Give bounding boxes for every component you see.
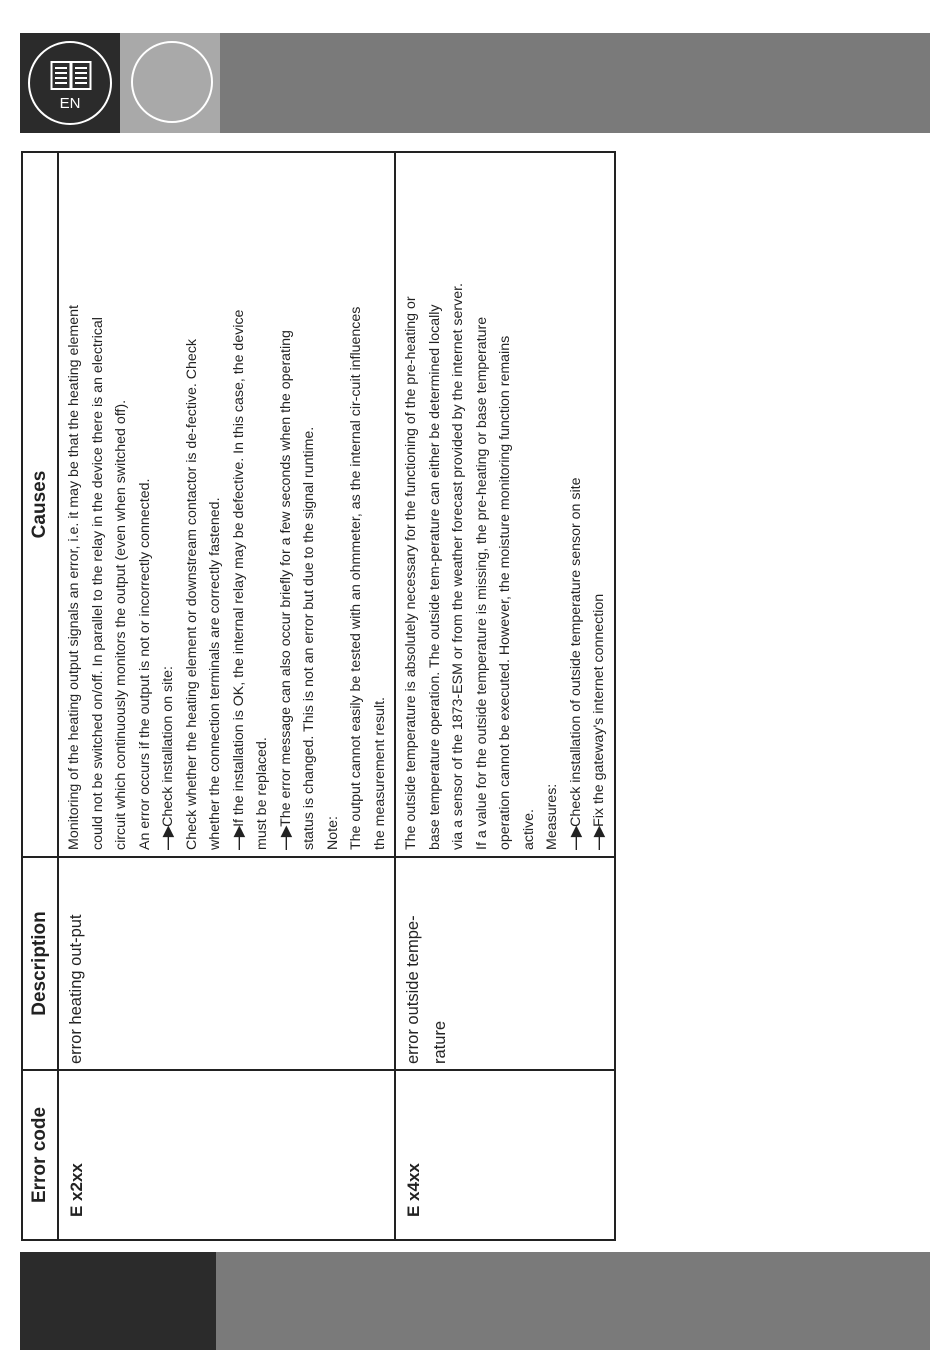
- causes-line: Check whether the heating element or downstream contactor is de-fective. Check: [183, 338, 200, 850]
- book-icon: [50, 59, 92, 93]
- causes-line: base temperature operation. The outside tem-perature can either be determined locally: [426, 304, 443, 850]
- causes-line: via a sensor of the 1873-ESM or from the weather forecast provided by the internet server.: [450, 282, 466, 850]
- causes-line: Measures:: [544, 783, 560, 850]
- footer-dark-block: [20, 1252, 216, 1350]
- causes-line: circuit which continuously monitors the output (even when switched off).: [113, 399, 129, 850]
- causes-text: If the installation is OK, the internal relay may be defective. In this case, the device: [230, 309, 247, 827]
- causes-line: status is changed. This is not an error but due to the signal runtime.: [301, 426, 317, 850]
- causes-line-arrow: [565, 158, 589, 850]
- causes-line: could not be switched on/off. In parallel to the relay in the device there is an electrical: [89, 317, 106, 850]
- table-row: [58, 152, 395, 1240]
- causes-cell: [58, 152, 395, 857]
- error-table: [21, 151, 616, 1241]
- causes-text: Check installation on site:: [160, 666, 176, 827]
- arrow-right-icon: —▶: [567, 826, 584, 850]
- arrow-right-icon: —▶: [160, 826, 176, 850]
- error-table-rotated: [21, 153, 607, 1241]
- causes-line: Note:: [324, 816, 341, 850]
- header-causes: Causes: [22, 152, 58, 857]
- causes-text: Check installation of outside temperature sensor on site: [567, 477, 584, 827]
- error-code-cell: E x4xx: [395, 1070, 615, 1240]
- causes-line-arrow: [588, 158, 612, 850]
- causes-line: Monitoring of the heating output signals an error, i.e. it may be that the heating element: [66, 305, 82, 850]
- causes-cell: [395, 152, 615, 857]
- footer-bar: [216, 1252, 930, 1350]
- causes-line: The outside temperature is absolutely necessary for the functioning of the pre-heating or: [403, 296, 419, 850]
- header-error-code: Error code: [22, 1070, 58, 1240]
- causes-line: The output cannot easily be tested with an ohmmeter, as the internal cir-cuit influences: [348, 306, 364, 850]
- arrow-right-icon: —▶: [591, 826, 607, 850]
- header-bar: [220, 33, 930, 133]
- header-description: Description: [22, 857, 58, 1070]
- arrow-right-icon: —▶: [230, 826, 247, 850]
- table-row: [395, 152, 615, 1240]
- causes-line: operation cannot be executed. However, the moisture monitoring function remains: [497, 335, 513, 850]
- causes-line: If a value for the outside temperature is missing, the pre-heating or base temperature: [473, 316, 490, 850]
- causes-text: The error message can also occur briefly for a few seconds when the operating: [277, 330, 294, 827]
- causes-text: Fix the gateway's internet connection: [591, 593, 607, 827]
- description-line: rature: [431, 1020, 449, 1064]
- causes-line: must be replaced.: [254, 737, 270, 850]
- causes-line-arrow: [275, 158, 299, 850]
- description-line: error outside tempe-: [404, 915, 422, 1064]
- language-label: EN: [59, 95, 81, 112]
- error-code-cell: E x2xx: [58, 1070, 395, 1240]
- arrow-right-icon: —▶: [277, 826, 294, 850]
- language-badge: [28, 41, 112, 125]
- causes-line-arrow: [228, 158, 252, 850]
- description-cell: [395, 857, 615, 1070]
- causes-line-arrow: [157, 158, 181, 850]
- causes-line: whether the connection terminals are correctly fastened.: [207, 497, 223, 850]
- blank-circle-decoration: [131, 41, 213, 123]
- causes-line: active.: [520, 808, 537, 850]
- causes-line: An error occurs if the output is not or incorrectly connected.: [136, 478, 153, 850]
- causes-line: the measurement result.: [371, 697, 388, 850]
- description-cell: error heating out-put: [58, 857, 395, 1070]
